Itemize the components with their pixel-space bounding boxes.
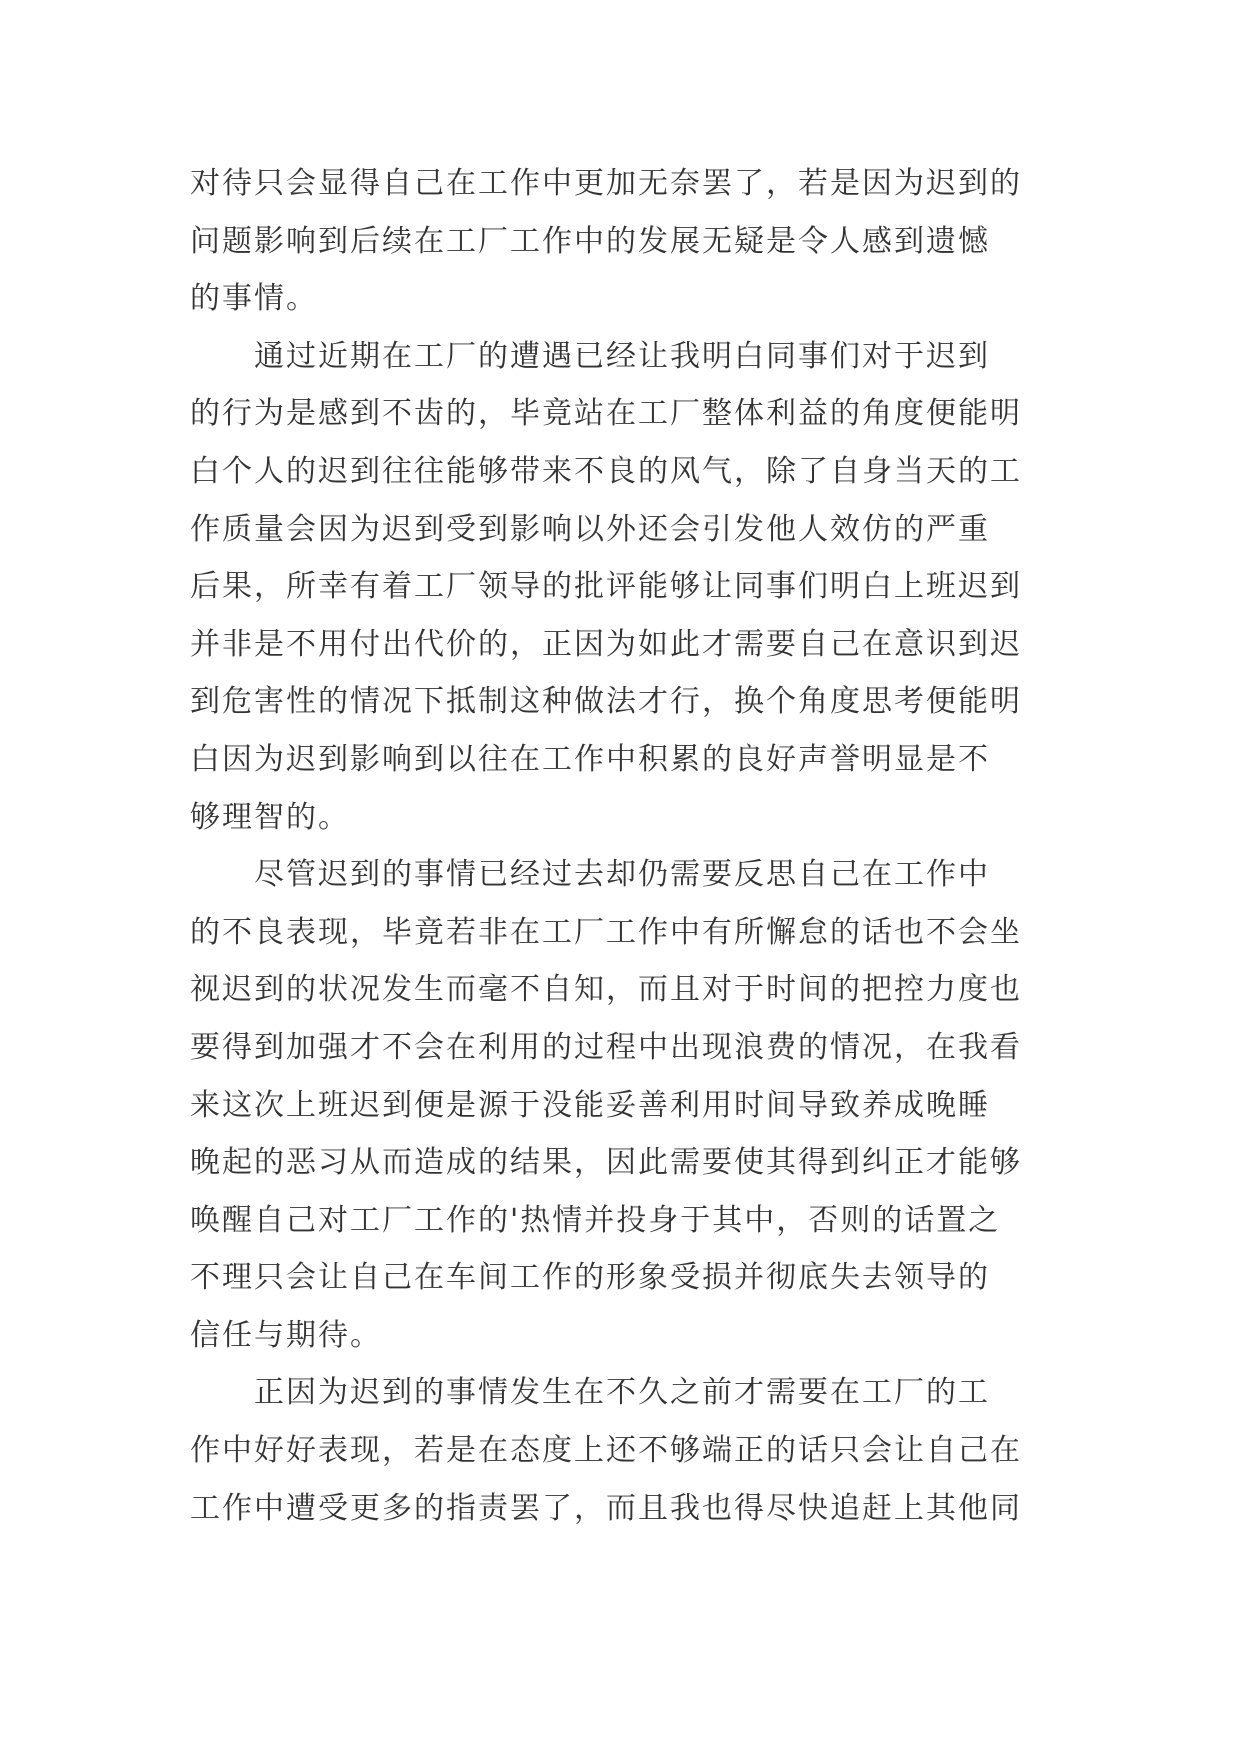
text-line: 对待只会显得自己在工作中更加无奈罢了，若是因为迟到的 <box>190 166 1022 201</box>
text-line: 作质量会因为迟到受到影响以外还会引发他人效仿的严重 <box>190 511 990 547</box>
body-text <box>190 155 1070 1537</box>
text-line: 唤醒自己对工厂工作的'热情并投身于其中，否则的话置之 <box>190 1202 1001 1238</box>
text-line: 的事情。 <box>190 281 318 317</box>
text-line: 白因为迟到影响到以往在工作中积累的良好声誉明显是不 <box>190 741 990 777</box>
text-line: 作中好好表现，若是在态度上还不够端正的话只会让自己在 <box>190 1433 1022 1469</box>
text-line: 通过近期在工厂的遭遇已经让我明白同事们对于迟到 <box>190 338 990 374</box>
text-line: 工作中遭受更多的指责罢了，而且我也得尽快追赶上其他同 <box>190 1490 1022 1526</box>
text-line: 尽管迟到的事情已经过去却仍需要反思自己在工作中 <box>190 857 990 893</box>
text-line: 到危害性的情况下抵制这种做法才行，换个角度思考便能明 <box>190 684 1022 720</box>
text-line: 正因为迟到的事情发生在不久之前才需要在工厂的工 <box>190 1375 990 1411</box>
text-line: 来这次上班迟到便是源于没能妥善利用时间导致养成晚睡 <box>190 1087 990 1123</box>
text-line: 够理智的。 <box>190 799 350 835</box>
text-line: 信任与期待。 <box>190 1317 382 1353</box>
text-line: 不理只会让自己在车间工作的形象受损并彻底失去领导的 <box>190 1260 990 1296</box>
text-line: 后果，所幸有着工厂领导的批评能够让同事们明白上班迟到 <box>190 569 1022 605</box>
text-line: 视迟到的状况发生而毫不自知，而且对于时间的把控力度也 <box>190 972 1022 1008</box>
text-line: 白个人的迟到往往能够带来不良的风气，除了自身当天的工 <box>190 453 1022 489</box>
text-line: 并非是不用付出代价的，正因为如此才需要自己在意识到迟 <box>190 626 1022 662</box>
text-line: 问题影响到后续在工厂工作中的发展无疑是令人感到遗憾 <box>190 223 990 259</box>
text-line: 的行为是感到不齿的，毕竟站在工厂整体利益的角度便能明 <box>190 396 1022 432</box>
text-line: 的不良表现，毕竟若非在工厂工作中有所懈怠的话也不会坐 <box>190 914 1022 950</box>
text-line: 要得到加强才不会在利用的过程中出现浪费的情况，在我看 <box>190 1029 1022 1065</box>
text-line: 晚起的恶习从而造成的结果，因此需要使其得到纠正才能够 <box>190 1145 1022 1181</box>
